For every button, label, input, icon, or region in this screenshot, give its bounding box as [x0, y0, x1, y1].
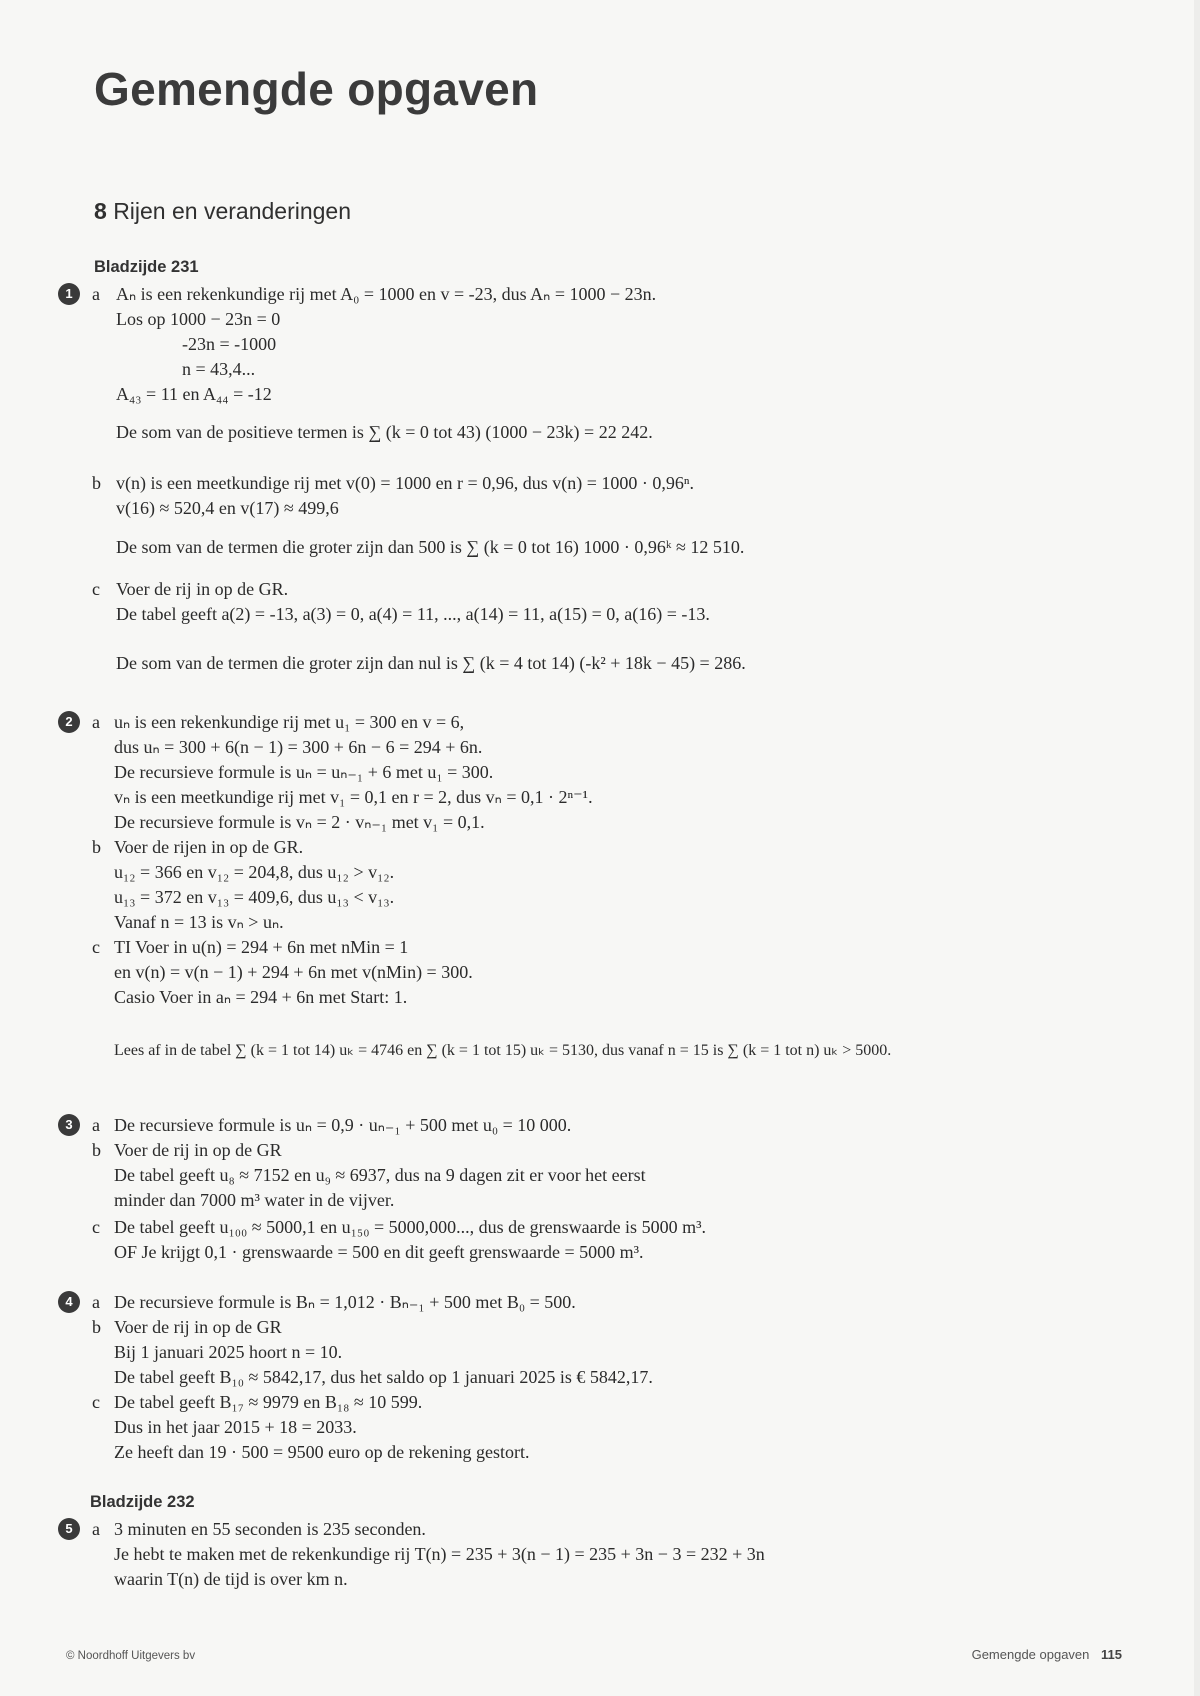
answer-line: De tabel geeft a(2) = -13, a(3) = 0, a(4) = 11, ..., a(14) = 11, a(15) = 0, a(16) = -13. — [116, 604, 710, 624]
answer-line: De tabel geeft u₁₀₀ ≈ 5000,1 en u₁₅₀ = 5000,000..., dus de grenswaarde is 5000 m³. — [114, 1217, 706, 1237]
part-label: b — [92, 1140, 101, 1160]
page-edge — [1194, 0, 1200, 1696]
answer-line: De recursieve formule is vₙ = 2 · vₙ₋₁ met v₁ = 0,1. — [114, 812, 485, 832]
answer-line: TI Voer in u(n) = 294 + 6n met nMin = 1 — [114, 937, 409, 957]
part-label: b — [92, 1317, 101, 1337]
page-reference: Bladzijde 231 — [94, 258, 199, 276]
answer-line: Voer de rij in op de GR — [114, 1140, 282, 1160]
answer-line: De tabel geeft u₈ ≈ 7152 en u₉ ≈ 6937, dus na 9 dagen zit er voor het eerst — [114, 1165, 646, 1185]
part-label: a — [92, 1115, 100, 1135]
answer-line: v(n) is een meetkundige rij met v(0) = 1000 en r = 0,96, dus v(n) = 1000 · 0,96ⁿ. — [116, 473, 695, 493]
part-label: b — [92, 473, 101, 493]
answer-line: Dus in het jaar 2015 + 18 = 2033. — [114, 1417, 357, 1437]
answer-line: 3 minuten en 55 seconden is 235 seconden. — [114, 1519, 426, 1539]
exercise-number-badge: 2 — [58, 711, 80, 733]
answer-line: Lees af in de tabel ∑ (k = 1 tot 14) uₖ = 4746 en ∑ (k = 1 tot 15) uₖ = 5130, dus vanaf n = 15 is ∑ (k = 1 tot n) uₖ > 5000. — [114, 1042, 892, 1059]
exercise-number-badge: 3 — [58, 1114, 80, 1136]
part-label: c — [92, 579, 100, 599]
part-label: c — [92, 937, 100, 957]
answer-line: waarin T(n) de tijd is over km n. — [114, 1569, 348, 1589]
answer-line: De som van de termen die groter zijn dan 500 is ∑ (k = 0 tot 16) 1000 · 0,96ᵏ ≈ 12 510. — [116, 537, 745, 557]
footer-section — [972, 1647, 1122, 1662]
answer-line: n = 43,4... — [182, 359, 256, 379]
part-label: a — [92, 1519, 100, 1539]
answer-line: -23n = -1000 — [182, 334, 277, 354]
answer-line: u₁₂ = 366 en v₁₂ = 204,8, dus u₁₂ > v₁₂. — [114, 862, 395, 882]
answer-line: A₄₃ = 11 en A₄₄ = -12 — [116, 384, 272, 404]
exercise-number-badge: 4 — [58, 1291, 80, 1313]
chapter-number: 8 — [94, 198, 107, 224]
answer-line: De recursieve formule is uₙ = 0,9 · uₙ₋₁ + 500 met u₀ = 10 000. — [114, 1115, 572, 1135]
chapter-heading — [94, 198, 351, 225]
chapter-title: Rijen en veranderingen — [113, 198, 352, 224]
answer-line: en v(n) = v(n − 1) + 294 + 6n met v(nMin) = 300. — [114, 962, 473, 982]
part-label: a — [92, 1292, 100, 1312]
part-label: b — [92, 837, 101, 857]
answer-line: Ze heeft dan 19 · 500 = 9500 euro op de rekening gestort. — [114, 1442, 530, 1462]
answer-line: OF Je krijgt 0,1 · grenswaarde = 500 en dit geeft grenswaarde = 5000 m³. — [114, 1242, 644, 1262]
page-reference: Bladzijde 232 — [90, 1493, 195, 1511]
exercise-number-badge: 5 — [58, 1518, 80, 1540]
answer-line: De recursieve formule is Bₙ = 1,012 · Bₙ₋₁ + 500 met B₀ = 500. — [114, 1292, 576, 1312]
answer-line: De som van de termen die groter zijn dan nul is ∑ (k = 4 tot 14) (-k² + 18k − 45) = 286. — [116, 653, 746, 673]
footer-publisher: © Noordhoff Uitgevers bv — [66, 1650, 196, 1662]
part-label: c — [92, 1217, 100, 1237]
answer-line: De tabel geeft B₁₇ ≈ 9979 en B₁₈ ≈ 10 599. — [114, 1392, 423, 1412]
exercise-number-badge: 1 — [58, 283, 80, 305]
footer-section-title: Gemengde opgaven — [971, 1647, 1090, 1662]
answer-line: Voer de rijen in op de GR. — [114, 837, 304, 857]
part-label: a — [92, 284, 100, 304]
answer-line: minder dan 7000 m³ water in de vijver. — [114, 1190, 395, 1210]
answer-line: Los op 1000 − 23n = 0 — [116, 309, 281, 329]
answer-line: De tabel geeft B₁₀ ≈ 5842,17, dus het saldo op 1 januari 2025 is € 5842,17. — [114, 1367, 653, 1387]
part-label: a — [92, 712, 100, 732]
page-number: 115 — [1101, 1647, 1122, 1662]
answer-line: u₁₃ = 372 en v₁₃ = 409,6, dus u₁₃ < v₁₃. — [114, 887, 395, 907]
answer-line: Voer de rij in op de GR — [114, 1317, 282, 1337]
answer-line: De recursieve formule is uₙ = uₙ₋₁ + 6 met u₁ = 300. — [114, 762, 494, 782]
answer-line: Vanaf n = 13 is vₙ > uₙ. — [114, 912, 284, 932]
answer-line: Bij 1 januari 2025 hoort n = 10. — [114, 1342, 343, 1362]
part-label: c — [92, 1392, 100, 1412]
page-title: Gemengde opgaven — [94, 63, 539, 115]
answer-line: Aₙ is een rekenkundige rij met A₀ = 1000 en v = -23, dus Aₙ = 1000 − 23n. — [116, 284, 657, 304]
answer-line: dus uₙ = 300 + 6(n − 1) = 300 + 6n − 6 = 294 + 6n. — [114, 737, 483, 757]
answer-line: uₙ is een rekenkundige rij met u₁ = 300 en v = 6, — [114, 712, 465, 732]
answer-line: Je hebt te maken met de rekenkundige rij T(n) = 235 + 3(n − 1) = 235 + 3n − 3 = 232 + 3n — [114, 1544, 765, 1564]
answer-line: vₙ is een meetkundige rij met v₁ = 0,1 en r = 2, dus vₙ = 0,1 · 2ⁿ⁻¹. — [114, 787, 593, 807]
answer-line: Voer de rij in op de GR. — [116, 579, 289, 599]
answer-line: De som van de positieve termen is ∑ (k = 0 tot 43) (1000 − 23k) = 22 242. — [116, 422, 653, 442]
answer-line: Casio Voer in aₙ = 294 + 6n met Start: 1. — [114, 987, 408, 1007]
answer-line: v(16) ≈ 520,4 en v(17) ≈ 499,6 — [116, 498, 339, 518]
